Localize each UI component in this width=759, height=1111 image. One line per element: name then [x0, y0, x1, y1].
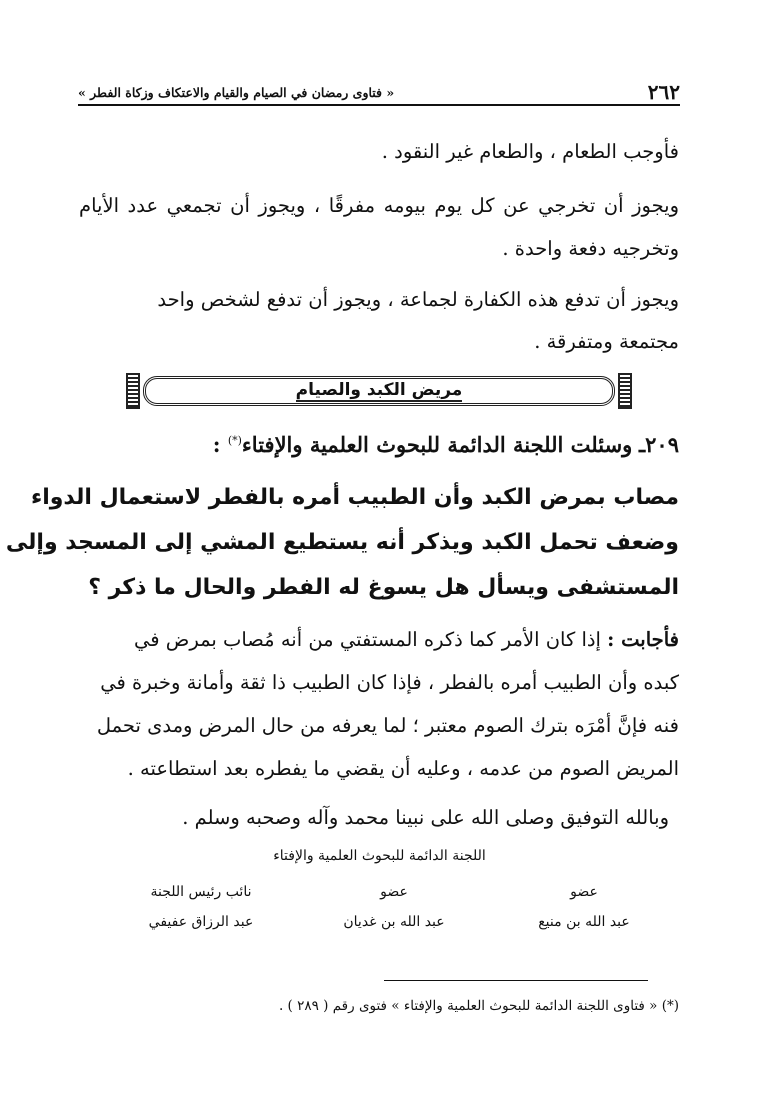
signatory-role: عضو	[570, 884, 598, 900]
answer-first-line: إذا كان الأمر كما ذكره المستفتي من أنه مُصاب بمرض في	[133, 628, 608, 651]
answer-line: المريض الصوم من عدمه ، وعليه أن يقضي ما يفطره بعد استطاعته .	[127, 757, 679, 780]
running-title: « فتاوى رمضان في الصيام والقيام والاعتكاف وزكاة الفطر »	[78, 85, 395, 100]
closing-line: وبالله التوفيق وصلى الله على نبينا محمد وآله وصحبه وسلم .	[182, 806, 669, 829]
signatory-name: عبد الرزاق عفيفي	[148, 914, 254, 930]
committee-name: اللجنة الدائمة للبحوث العلمية والإفتاء	[273, 848, 486, 864]
intro-line: فأوجب الطعام ، والطعام غير النقود .	[381, 140, 679, 163]
footnote: (*) « فتاوى اللجنة الدائمة للبحوث العلمية والإفتاء » فتوى رقم ( ٢٨٩ ) .	[278, 998, 679, 1014]
question-colon: :	[212, 432, 228, 457]
intro-line: ويجوز أن تدفع هذه الكفارة لجماعة ، ويجوز أن تدفع لشخص واحد	[157, 288, 679, 311]
question-line: وضعف تحمل الكبد ويذكر أنه يستطيع المشي إلى المسجد وإلى	[5, 530, 679, 555]
banner-cap-left	[126, 373, 140, 409]
section-title: مريض الكبد والصيام	[295, 380, 463, 400]
answer-line: كبده وأن الطبيب أمره بالفطر ، فإذا كان الطبيب ذا ثقة وأمانة وخبرة في	[100, 671, 679, 694]
banner-bar	[143, 376, 615, 406]
page-number: ٢٦٢	[647, 80, 680, 104]
footnote-divider	[384, 980, 648, 981]
question-intro: وسئلت اللجنة الدائمة للبحوث العلمية والإفتاء	[241, 432, 633, 457]
signatory-name: عبد الله بن منيع	[538, 914, 630, 930]
answer-line: فنه فإنَّ أمْرَه بترك الصوم معتبر ؛ لما يعرفه من حال المرض ومدى تحمل	[96, 714, 679, 737]
question-line: مصاب بمرض الكبد وأن الطبيب أمره بالفطر لاستعمال الدواء	[30, 485, 679, 510]
answer-label: فأجابت :	[607, 628, 679, 651]
banner-cap-right	[618, 373, 632, 409]
section-banner	[126, 372, 632, 410]
intro-line: ويجوز أن تخرجي عن كل يوم بيومه مفرقًا ، ويجوز أن تجمعي عدد الأيام	[79, 194, 679, 217]
footnote-marker: (*)	[227, 434, 242, 447]
fatwa-number: ٢٠٩ـ	[639, 432, 679, 457]
intro-line: مجتمعة ومتفرقة .	[534, 330, 679, 353]
intro-line: وتخرجيه دفعة واحدة .	[502, 237, 679, 260]
signatory-role: عضو	[380, 884, 408, 900]
signatory-name: عبد الله بن غديان	[343, 914, 445, 930]
signatory-3	[121, 884, 281, 930]
page-header	[78, 80, 680, 106]
question-heading	[79, 432, 679, 457]
signatory-role: نائب رئيس اللجنة	[150, 884, 252, 900]
signatory-2	[314, 884, 474, 930]
question-line: المستشفى ويسأل هل يسوغ له الفطر والحال ما ذكر ؟	[88, 575, 679, 600]
answer-line	[79, 628, 679, 651]
signatory-1	[504, 884, 664, 930]
